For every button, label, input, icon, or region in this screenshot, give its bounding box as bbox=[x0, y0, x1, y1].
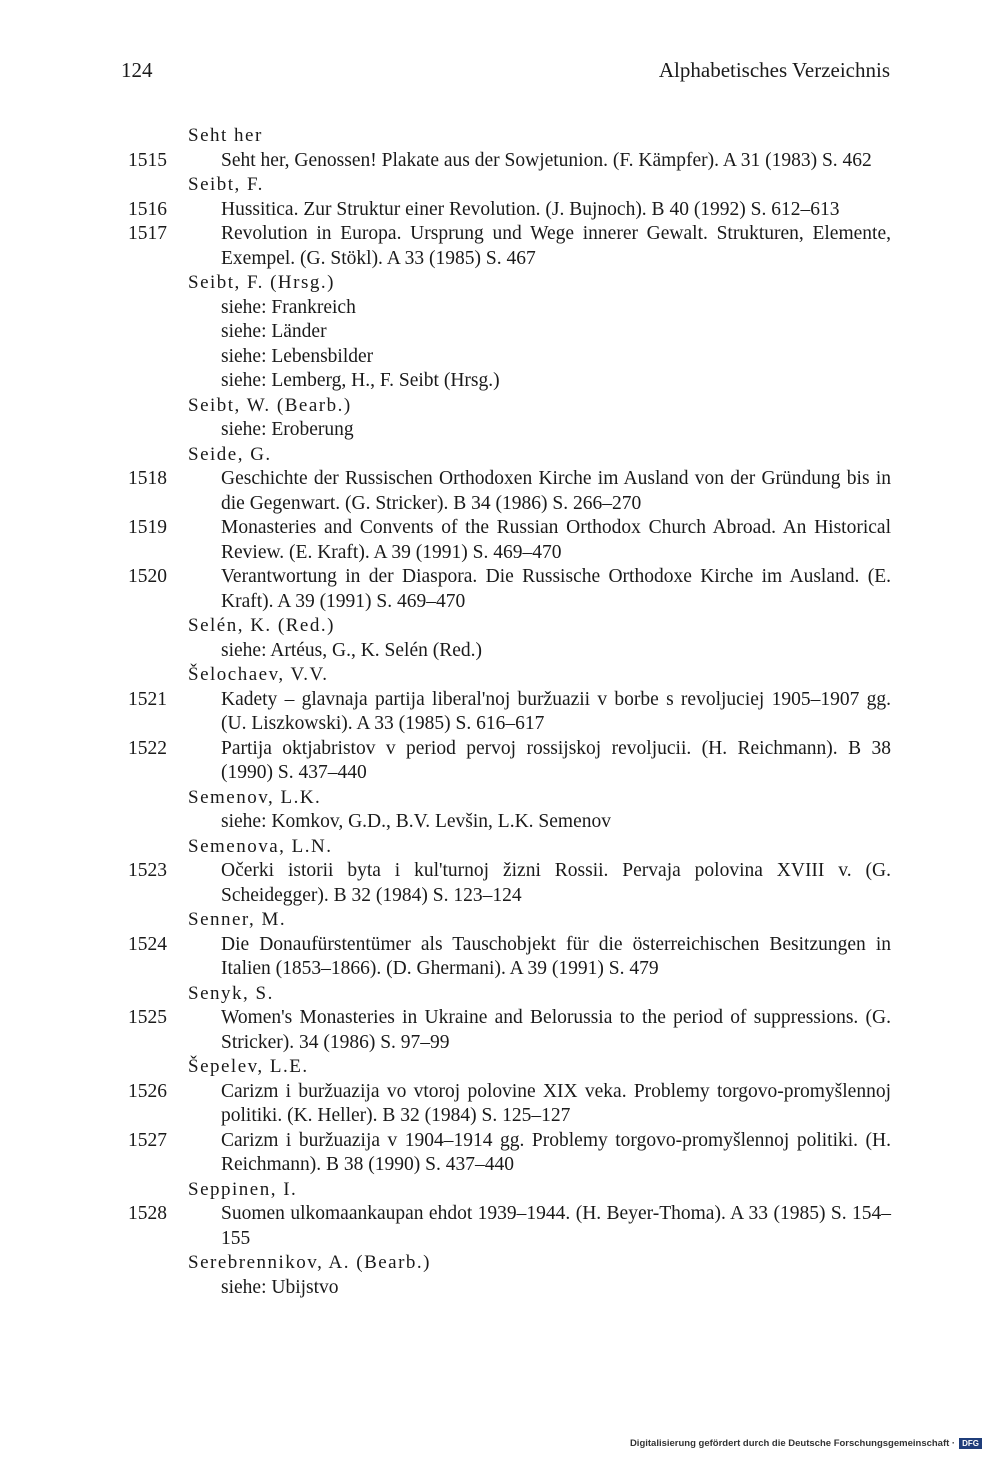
entry-text: Hussitica. Zur Struktur einer Revolution. (J. Bujnoch). B 40 (1992) S. 612–613 bbox=[221, 198, 840, 220]
bibliography-entry bbox=[0, 467, 1000, 516]
bibliography-entry bbox=[0, 688, 1000, 737]
bibliography-entry bbox=[0, 565, 1000, 614]
entry-number: 1517 bbox=[128, 223, 167, 244]
author-heading: Šepelev, L.E. bbox=[188, 1056, 309, 1077]
entry-number: 1527 bbox=[128, 1129, 167, 1151]
author-heading: Serebrennikov, A. (Bearb.) bbox=[188, 1252, 432, 1273]
see-reference: siehe: Lebensbilder bbox=[221, 345, 374, 367]
author-heading: Seibt, F. bbox=[188, 174, 264, 195]
entry-text: Carizm i buržuazija vo vtoroj polovine XIX veka. Problemy torgovo-promyšlennoj politiki. (K. Heller). B 32 (1984) S. 125–127 bbox=[221, 1080, 891, 1126]
bibliography-entry bbox=[0, 1129, 1000, 1178]
author-heading: Senyk, S. bbox=[188, 982, 274, 1004]
bibliography-entry bbox=[0, 149, 1000, 174]
entry-number: 1515 bbox=[128, 149, 167, 171]
bibliography-entry bbox=[0, 1080, 1000, 1129]
bibliography-entry bbox=[0, 859, 1000, 908]
running-head: Alphabetisches Verzeichnis bbox=[658, 58, 890, 82]
bibliography-entry bbox=[0, 1006, 1000, 1055]
author-heading: Seppinen, I. bbox=[188, 1178, 298, 1200]
dfg-logo: DFG bbox=[959, 1438, 982, 1449]
entry-text: Seht her, Genossen! Plakate aus der Sowjetunion. (F. Kämpfer). A 31 (1983) S. 462 bbox=[221, 149, 872, 171]
entry-number: 1519 bbox=[128, 517, 167, 538]
author-heading: Seide, G. bbox=[188, 443, 272, 465]
footer-text: Digitalisierung gefördert durch die Deutsche Forschungsgemeinschaft · bbox=[629, 1438, 956, 1449]
entry-text: Partija oktjabristov v period pervoj rossijskoj revoljucii. (H. Reichmann). B 38 (1990) S. 437–440 bbox=[221, 737, 891, 783]
see-reference: siehe: Ubijstvo bbox=[221, 1276, 339, 1298]
author-heading: Seibt, W. (Bearb.) bbox=[188, 394, 352, 416]
entry-number: 1528 bbox=[128, 1203, 167, 1224]
entry-number: 1521 bbox=[128, 688, 167, 710]
entry-number: 1525 bbox=[128, 1007, 167, 1028]
entry-text: Carizm i buržuazija v 1904–1914 gg. Problemy torgovo-promyšlennoj politiki. (H. Reichmann). B 38 (1990) S. 437–440 bbox=[221, 1129, 891, 1175]
author-heading: Šelochaev, V.V. bbox=[188, 664, 329, 685]
entry-number: 1518 bbox=[128, 468, 167, 489]
entry-text: Očerki istorii byta i kul'turnoj žizni Rossii. Pervaja polovina XVIII v. (G. Scheidegger). B 32 (1984) S. 123–124 bbox=[221, 860, 891, 906]
author-heading: Seibt, F. (Hrsg.) bbox=[188, 272, 335, 293]
author-heading: Seht her bbox=[188, 125, 263, 146]
entry-number: 1523 bbox=[128, 860, 167, 881]
author-heading: Senner, M. bbox=[188, 909, 287, 930]
entry-text: Geschichte der Russischen Orthodoxen Kirche im Ausland von der Gründung bis in die Gegenwart. (G. Stricker). B 34 (1986) S. 266–270 bbox=[221, 468, 891, 514]
see-reference: siehe: Komkov, G.D., B.V. Levšin, L.K. Semenov bbox=[221, 811, 611, 832]
entry-text: Verantwortung in der Diaspora. Die Russische Orthodoxe Kirche im Ausland. (E. Kraft). A 39 (1991) S. 469–470 bbox=[221, 566, 891, 612]
author-heading: Semenov, L.K. bbox=[188, 786, 322, 808]
entry-number: 1522 bbox=[128, 737, 167, 759]
see-reference: siehe: Länder bbox=[221, 321, 327, 342]
footer bbox=[630, 1438, 982, 1449]
entry-number: 1526 bbox=[128, 1080, 167, 1102]
entry-text: Die Donaufürstentümer als Tauschobjekt für die österreichischen Besitzungen in Italien (1853–1866). (D. Ghermani). A 39 (1991) S. 479 bbox=[221, 933, 891, 979]
page-number: 124 bbox=[121, 58, 153, 82]
see-reference: siehe: Frankreich bbox=[221, 296, 356, 318]
entry-text: Monasteries and Convents of the Russian Orthodox Church Abroad. An Historical Review. (E. Kraft). A 39 (1991) S. 469–470 bbox=[221, 517, 891, 563]
entry-text: Revolution in Europa. Ursprung und Wege innerer Gewalt. Strukturen, Elemente, Exempel. (G. Stökl). A 33 (1985) S. 467 bbox=[221, 223, 891, 269]
author-heading: Selén, K. (Red.) bbox=[188, 615, 335, 636]
entry-text: Kadety – glavnaja partija liberal'noj buržuazii v borbe s revoljuciej 1905–1907 gg. (U. Liszkowski). A 33 (1985) S. 616–617 bbox=[221, 688, 891, 734]
see-reference: siehe: Lemberg, H., F. Seibt (Hrsg.) bbox=[221, 370, 500, 391]
entry-number: 1516 bbox=[128, 198, 167, 220]
bibliography-entry bbox=[0, 516, 1000, 565]
author-heading: Semenova, L.N. bbox=[188, 835, 333, 857]
bibliography-list bbox=[0, 124, 1000, 1300]
bibliography-entry bbox=[0, 198, 1000, 223]
bibliography-entry bbox=[0, 1202, 1000, 1251]
see-reference: siehe: Eroberung bbox=[221, 419, 354, 440]
entry-text: Suomen ulkomaankaupan ehdot 1939–1944. (H. Beyer-Thoma). A 33 (1985) S. 154–155 bbox=[221, 1203, 891, 1249]
bibliography-entry bbox=[0, 933, 1000, 982]
bibliography-entry bbox=[0, 222, 1000, 271]
entry-number: 1520 bbox=[128, 566, 167, 587]
bibliography-entry bbox=[0, 737, 1000, 786]
entry-number: 1524 bbox=[128, 933, 167, 955]
see-reference: siehe: Artéus, G., K. Selén (Red.) bbox=[221, 639, 483, 661]
entry-text: Women's Monasteries in Ukraine and Belorussia to the period of suppressions. (G. Stricker). 34 (1986) S. 97–99 bbox=[221, 1007, 891, 1053]
